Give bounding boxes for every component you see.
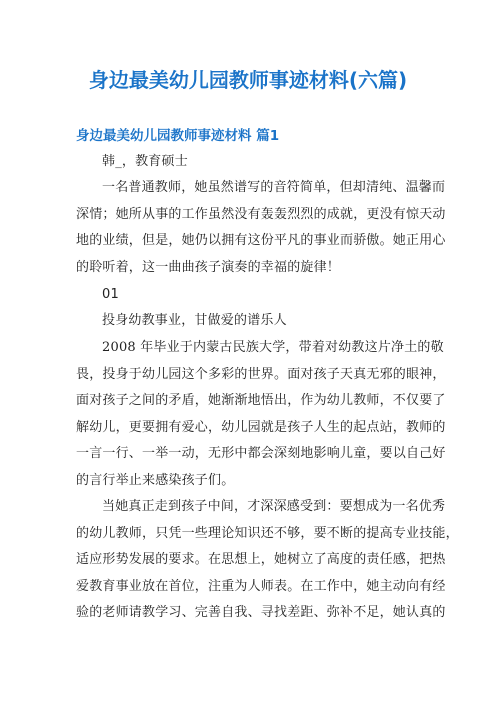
section-heading: 身边最美幼儿园教师事迹材料 篇1	[76, 128, 280, 144]
text-line: 韩_，教育硕士	[102, 154, 188, 169]
text-line: 01	[102, 287, 119, 302]
text-line: 爱教育事业放在首位，注重为人师表。在工作中，她主动向有经	[76, 578, 446, 594]
text-line: 解幼儿，更要拥有爱心，幼儿园就是孩子人生的起点站，教师的	[76, 419, 446, 435]
text-line: 的幼儿教师，只凭一些理论知识还不够，要不断的提高专业技能，	[76, 525, 459, 541]
text-line: 一言一行、一举一动，无形中都会深刻地影响儿童，要以自己好	[76, 446, 446, 461]
text-line: 的言行举止来感染孩子们。	[76, 472, 235, 488]
text-line: 畏，投身于幼儿园这个多彩的世界。面对孩子天真无邪的眼神，	[76, 366, 446, 382]
document-title: 身边最美幼儿园教师事迹材料(六篇)	[88, 68, 408, 92]
text-line: 验的老师请教学习、完善自我、寻找差距、弥补不足，她认真的	[76, 605, 446, 620]
paragraph-subheading	[76, 308, 418, 335]
text-line: 2008 年毕业于内蒙古民族大学，带着对幼教这片净土的敬	[102, 340, 444, 355]
paragraph-author	[76, 149, 418, 176]
text-line: 面对孩子之间的矛盾，她渐渐地悟出，作为幼儿教师，不仅要了	[76, 393, 446, 408]
text-line: 投身幼教事业，甘做爱的谱乐人	[102, 313, 287, 328]
paragraph-number	[76, 282, 418, 309]
text-line: 一名普通教师，她虽然谱写的音符简单，但却清纯、温馨而	[102, 180, 446, 195]
paragraph-career	[76, 335, 446, 494]
paragraph-growth	[76, 494, 459, 627]
paragraph-intro	[76, 175, 446, 281]
text-line: 适应形势发展的要求。在思想上，她树立了高度的责任感，把热	[76, 552, 446, 567]
text-line: 深情；她所从事的工作虽然没有轰轰烈烈的成就，更没有惊天动	[76, 206, 446, 222]
text-line: 的聆听着，这一曲曲孩子演奏的幸福的旋律！	[76, 259, 341, 275]
text-line: 地的业绩，但是，她仍以拥有这份平凡的事业而骄傲。她正用心	[76, 233, 446, 248]
text-line: 当她真正走到孩子中间，才深深感受到：要想成为一名优秀	[102, 499, 446, 514]
